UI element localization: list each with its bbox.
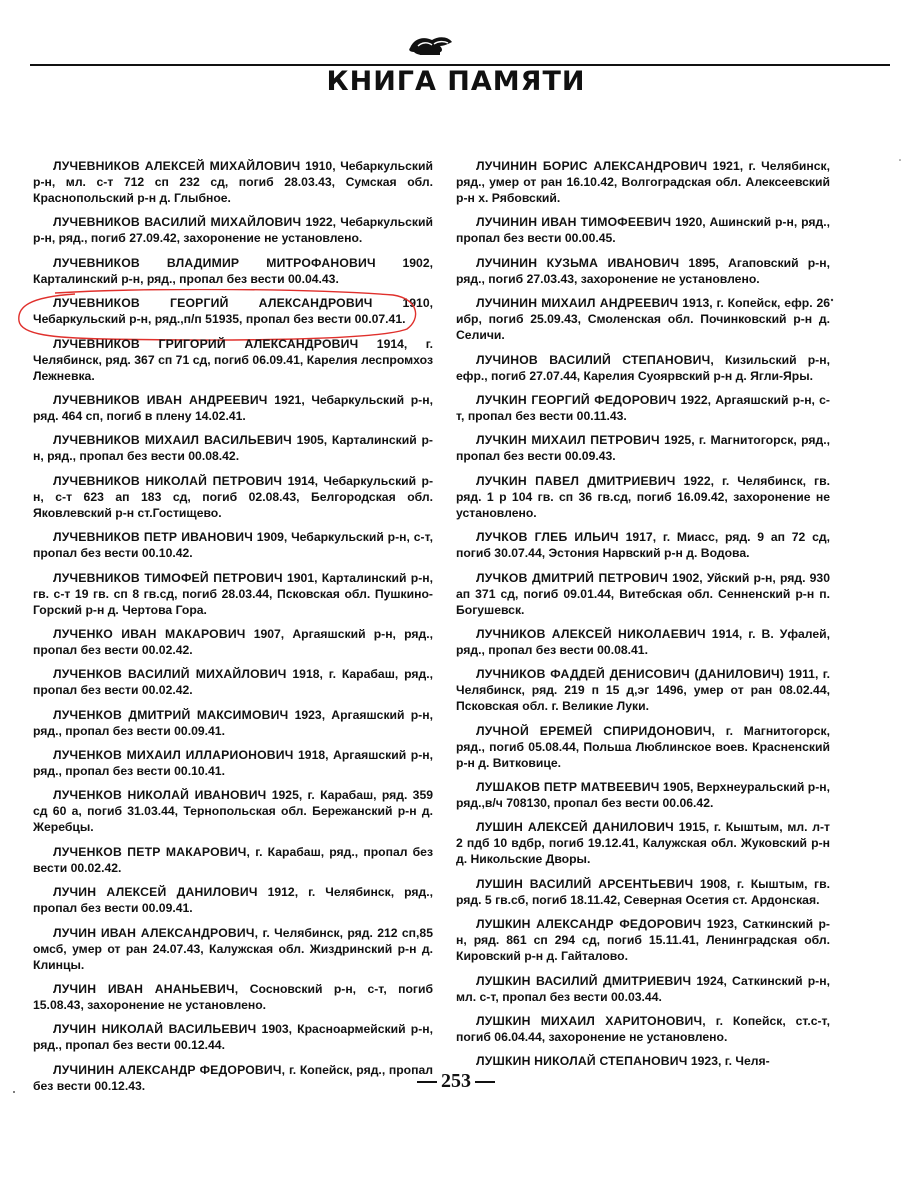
entry [456, 432, 830, 464]
entry [456, 214, 830, 246]
entry-details: 1922, Аргаяшский р-н, с-т, пропал без вести 00.11.43. [456, 392, 830, 423]
entry-name: ЛУЧНИКОВ ФАДДЕЙ ДЕНИСОВИЧ (ДАНИЛОВИЧ) [476, 667, 785, 682]
entry-name: ЛУЧИН ИВАН АНАНЬЕВИЧ, [53, 982, 239, 997]
entry-details: г. Копейск, ст.с-т, погиб 06.04.44, захоронение не установлено. [456, 1014, 830, 1045]
entry-details: 1921, Чебаркульский р-н, ряд. 464 сп, погиб в плену 14.02.41. [33, 392, 433, 423]
entry-name: ЛУШИН ВАСИЛИЙ АРСЕНТЬЕВИЧ [476, 876, 694, 891]
entry-details: 1905, Карталинский р-н, ряд., пропал без вести 00.08.42. [33, 433, 433, 464]
entry-name: ЛУЧКОВ ДМИТРИЙ ПЕТРОВИЧ [476, 570, 668, 585]
entry-details: 1918, Аргаяшский р-н, ряд., пропал без вести 00.10.41. [33, 748, 433, 779]
entry [33, 473, 433, 521]
entry-name: ЛУЧИНИН БОРИС АЛЕКСАНДРОВИЧ [476, 159, 708, 173]
entry [33, 707, 433, 739]
entry-details: 1902, Карталинский р-н, ряд., пропал без вести 00.04.43. [33, 255, 433, 286]
entry-details: 1925, г. Карабаш, ряд. 359 сд 60 а, погиб 31.03.44, Тернопольская обл. Бережанский р-н д. Жеребцы. [33, 788, 433, 835]
entry-details: 1923, г. Челя- [690, 1054, 770, 1069]
left-column [33, 158, 433, 1102]
entry-name: ЛУЧЕНКОВ ПЕТР МАКАРОВИЧ, [53, 844, 251, 859]
entry [456, 352, 830, 384]
entry-name: ЛУЧЕВНИКОВ НИКОЛАЙ ПЕТРОВИЧ [53, 473, 283, 488]
entry-name: ЛУЧКИН ПАВЕЛ ДМИТРИЕВИЧ [476, 473, 676, 488]
entry-name: ЛУЧЕВНИКОВ ИВАН АНДРЕЕВИЧ [53, 392, 268, 407]
entry-details: 1903, Красноармейский р-н, ряд., пропал без вести 00.12.44. [33, 1022, 433, 1053]
entry-name: ЛУШКИН МИХАИЛ ХАРИТОНОВИЧ, [476, 1014, 706, 1029]
entry [456, 392, 830, 424]
entry-name: ЛУЧЕНКОВ МИХАИЛ ИЛЛАРИОНОВИЧ [53, 748, 294, 763]
entry-details: 1914, Чебаркульский р-н, с-т 623 ап 183 сд, погиб 02.08.43, Белгородская обл. Яковлевский р-н ст.Гостищево. [33, 473, 433, 520]
entry-details: г. Челябинск, ряд. 212 сп,85 омсб, умер от ран 24.07.43, Калужская обл. Жиздринский р-н д. Клинцы. [33, 925, 433, 972]
entry [456, 295, 830, 343]
entry [33, 336, 433, 384]
entry-details: 1914, г. В. Уфалей, ряд., пропал без вести 00.08.41. [456, 626, 831, 657]
entry [33, 626, 433, 658]
entry-name: ЛУЧЕВНИКОВ ПЕТР ИВАНОВИЧ [53, 530, 253, 545]
entry-details: 1907, Аргаяшский р-н, ряд., пропал без вести 00.02.42. [33, 626, 433, 657]
entry-details: 1895, Агаповский р-н, ряд., погиб 27.03.43, захоронение не установлено. [456, 255, 830, 286]
entry [33, 844, 433, 876]
entry-name: ЛУЧЕВНИКОВ ВЛАДИМИР МИТРОФАНОВИЧ [53, 255, 376, 270]
entry-details: 1913, г. Копейск, ефр. 26 ибр, погиб 25.09.43, Смоленская обл. Починковский р-н д. Селичи. [456, 296, 830, 343]
entry [456, 570, 830, 618]
entry [456, 1053, 830, 1069]
entry-name: ЛУЧЕВНИКОВ ГРИГОРИЙ АЛЕКСАНДРОВИЧ [53, 336, 359, 351]
entry [456, 666, 830, 714]
entry [456, 473, 830, 521]
entry-name: ЛУЧЕВНИКОВ ТИМОФЕЙ ПЕТРОВИЧ [53, 570, 283, 585]
entry-name: ЛУШИН АЛЕКСЕЙ ДАНИЛОВИЧ [476, 820, 674, 835]
entry-name: ЛУЧНИКОВ АЛЕКСЕЙ НИКОЛАЕВИЧ [476, 626, 706, 641]
entry-details: 1902, Уйский р-н, ряд. 930 ап 371 сд, погиб 09.01.44, Витебская обл. Сенненский р-н п. Богушевск. [456, 570, 830, 617]
entry [456, 529, 830, 561]
entry [33, 787, 433, 835]
entry-details: г. Магнитогорск, ряд., погиб 05.08.44, Польша Люблинское воев. Красненский р-н д. Витковице. [456, 723, 830, 770]
entry-name: ЛУЧИН НИКОЛАЙ ВАСИЛЬЕВИЧ [53, 1022, 257, 1037]
entry-name: ЛУЧЕВНИКОВ АЛЕКСЕЙ МИХАЙЛОВИЧ [53, 159, 301, 173]
entry [33, 392, 433, 424]
entry [456, 973, 830, 1005]
entry-details: 1910, Чебаркульский р-н, ряд.,п/п 51935, пропал без вести 00.07.41. [33, 296, 433, 327]
entry [456, 723, 830, 771]
entry [456, 255, 830, 287]
entry [33, 747, 433, 779]
entry [33, 158, 433, 206]
entry [456, 626, 830, 658]
entry-details: 1901, Карталинский р-н, гв. с-т 19 гв. сп 8 гв.сд, погиб 28.03.44, Псковская обл. Пушкино-Горский р-н д. Чертова Гора. [33, 570, 433, 617]
entry [33, 666, 433, 698]
entry-name: ЛУЧЕНКОВ НИКОЛАЙ ИВАНОВИЧ [53, 788, 267, 803]
entry [33, 529, 433, 561]
entry [33, 214, 433, 246]
entry-details: 1925, г. Магнитогорск, ряд., пропал без вести 00.09.43. [456, 433, 830, 464]
entry-details: 1918, г. Карабаш, ряд., пропал без вести 00.02.42. [33, 667, 434, 698]
entry-name: ЛУЧИНОВ ВАСИЛИЙ СТЕПАНОВИЧ, [476, 352, 714, 367]
entry-details: 1909, Чебаркульский р-н, с-т, пропал без вести 00.10.42. [33, 530, 434, 561]
entry-details: 1911, г. Челябинск, ряд. 219 п 15 д,эг 1496, умер от ран 08.02.44, Псковская обл. г. Великие Луки. [456, 667, 831, 714]
entry-details: 1914, г. Челябинск, ряд. 367 сп 71 сд, погиб 06.09.41, Карелия леспромхоз Лежневка. [33, 336, 433, 383]
entry [33, 981, 433, 1013]
entry-details: Сосновский р-н, с-т, погиб 15.08.43, захоронение не установлено. [33, 982, 433, 1013]
entry-name: ЛУЧКИН МИХАИЛ ПЕТРОВИЧ [476, 433, 660, 448]
entry-details: 1923, Аргаяшский р-н, ряд., пропал без вести 00.09.41. [33, 707, 433, 738]
entry-details: 1920, Ашинский р-н, ряд., пропал без вести 00.00.45. [456, 215, 830, 246]
entry-details: 1908, г. Кыштым, гв. ряд. 5 гв.сб, погиб 18.11.42, Северная Осетия ст. Ардонская. [456, 876, 831, 907]
dash-right [475, 1081, 495, 1083]
entry-details: г. Карабаш, ряд., пропал без вести 00.02.42. [33, 844, 433, 875]
entry-name: ЛУЧНОЙ ЕРЕМЕЙ СПИРИДОНОВИЧ, [476, 723, 716, 738]
page-number-value: 253 [441, 1070, 471, 1092]
entry [456, 876, 830, 908]
entry-details: 1917, г. Миасс, ряд. 9 ап 72 сд, погиб 30.07.44, Эстония Нарвский р-н д. Водова. [456, 530, 831, 561]
entry-name: ЛУЧИНИН МИХАИЛ АНДРЕЕВИЧ [476, 296, 679, 311]
entry-details: 1905, Верхнеуральский р-н, ряд.,в/ч 708130, пропал без вести 00.06.42. [456, 780, 831, 811]
entry-details: 1923, Саткинский р-н, ряд. 861 сп 294 сд, погиб 15.11.41, Ленинградская обл. Кировский р-н д. Гайталово. [456, 917, 830, 964]
dash-left [417, 1081, 437, 1083]
entry-name: ЛУЧЕВНИКОВ ВАСИЛИЙ МИХАЙЛОВИЧ [53, 215, 302, 230]
entry-details: 1921, г. Челябинск, ряд., умер от ран 16.10.42, Волгоградская обл. Алексеевский р-н х. Рябовский. [456, 159, 831, 205]
entry-name: ЛУЧЕНКО ИВАН МАКАРОВИЧ [53, 626, 246, 641]
entry-name: ЛУЧИН ИВАН АЛЕКСАНДРОВИЧ, [53, 925, 259, 940]
entry-name: ЛУЧЕНКОВ ДМИТРИЙ МАКСИМОВИЧ [53, 707, 289, 722]
entry-name: ЛУШАКОВ ПЕТР МАТВЕЕВИЧ [476, 780, 660, 795]
entry [456, 1013, 830, 1045]
entry [33, 255, 433, 287]
entry-name: ЛУЧИНИН КУЗЬМА ИВАНОВИЧ [476, 255, 680, 270]
entry-details: г. Копейск, ряд., пропал без вести 00.12.43. [33, 1062, 434, 1093]
entry-details: 1922, г. Челябинск, гв. ряд. 1 р 104 гв. сп 36 гв.сд, погиб 16.09.42, захоронение не установлено. [456, 473, 830, 520]
entry [456, 158, 830, 206]
entry-name: ЛУЧИНИН АЛЕКСАНДР ФЕДОРОВИЧ, [53, 1062, 286, 1077]
entry-details: 1912, г. Челябинск, ряд., пропал без вести 00.09.41. [33, 885, 433, 916]
entry [33, 1021, 433, 1053]
emblem-icon [404, 32, 456, 58]
entry-name: ЛУЧИНИН ИВАН ТИМОФЕЕВИЧ [476, 215, 672, 230]
entry [33, 884, 433, 916]
entry-name: ЛУШКИН ВАСИЛИЙ ДМИТРИЕВИЧ [476, 973, 692, 988]
entry [456, 916, 830, 964]
entry-details: Кизильский р-н, ефр., погиб 27.07.44, Карелия Суоярвский р-н д. Ягли-Яры. [456, 352, 830, 383]
entry-details: 1910, Чебаркульский р-н, мл. с-т 712 сп 232 сд, погиб 28.03.43, Сумская обл. Краснопольский р-н д. Глыбное. [33, 159, 433, 205]
entry-details: 1924, Саткинский р-н, мл. с-т, пропал без вести 00.03.44. [456, 973, 830, 1004]
entry-name: ЛУЧКИН ГЕОРГИЙ ФЕДОРОВИЧ [476, 392, 677, 407]
entry [456, 779, 830, 811]
entry [33, 925, 433, 973]
entry [33, 432, 433, 464]
entry-name: ЛУЧЕВНИКОВ ГЕОРГИЙ АЛЕКСАНДРОВИЧ [53, 296, 373, 311]
entry-name: ЛУШКИН НИКОЛАЙ СТЕПАНОВИЧ [476, 1054, 688, 1069]
entry-highlighted [33, 295, 433, 327]
entry [33, 570, 433, 618]
entry-name: ЛУЧЕВНИКОВ МИХАИЛ ВАСИЛЬЕВИЧ [53, 433, 292, 448]
entry-name: ЛУЧЕНКОВ ВАСИЛИЙ МИХАЙЛОВИЧ [53, 667, 287, 682]
page-title: КНИГА ПАМЯТИ [326, 66, 586, 97]
entry [456, 819, 830, 867]
entry-name: ЛУЧКОВ ГЛЕБ ИЛЬИЧ [476, 530, 619, 545]
entry-name: ЛУШКИН АЛЕКСАНДР ФЕДОРОВИЧ [476, 917, 702, 932]
entry-details: 1915, г. Кыштым, мл. л-т 2 пдб 10 вдбр, погиб 19.12.41, Калужская обл. Жуковский р-н д. Никольские Дворы. [456, 820, 830, 867]
entry-details: 1922, Чебаркульский р-н, ряд., погиб 27.09.42, захоронение не установлено. [33, 215, 433, 246]
entry-name: ЛУЧИН АЛЕКСЕЙ ДАНИЛОВИЧ [53, 885, 258, 900]
right-column [456, 158, 830, 1078]
page-number [0, 1070, 912, 1093]
